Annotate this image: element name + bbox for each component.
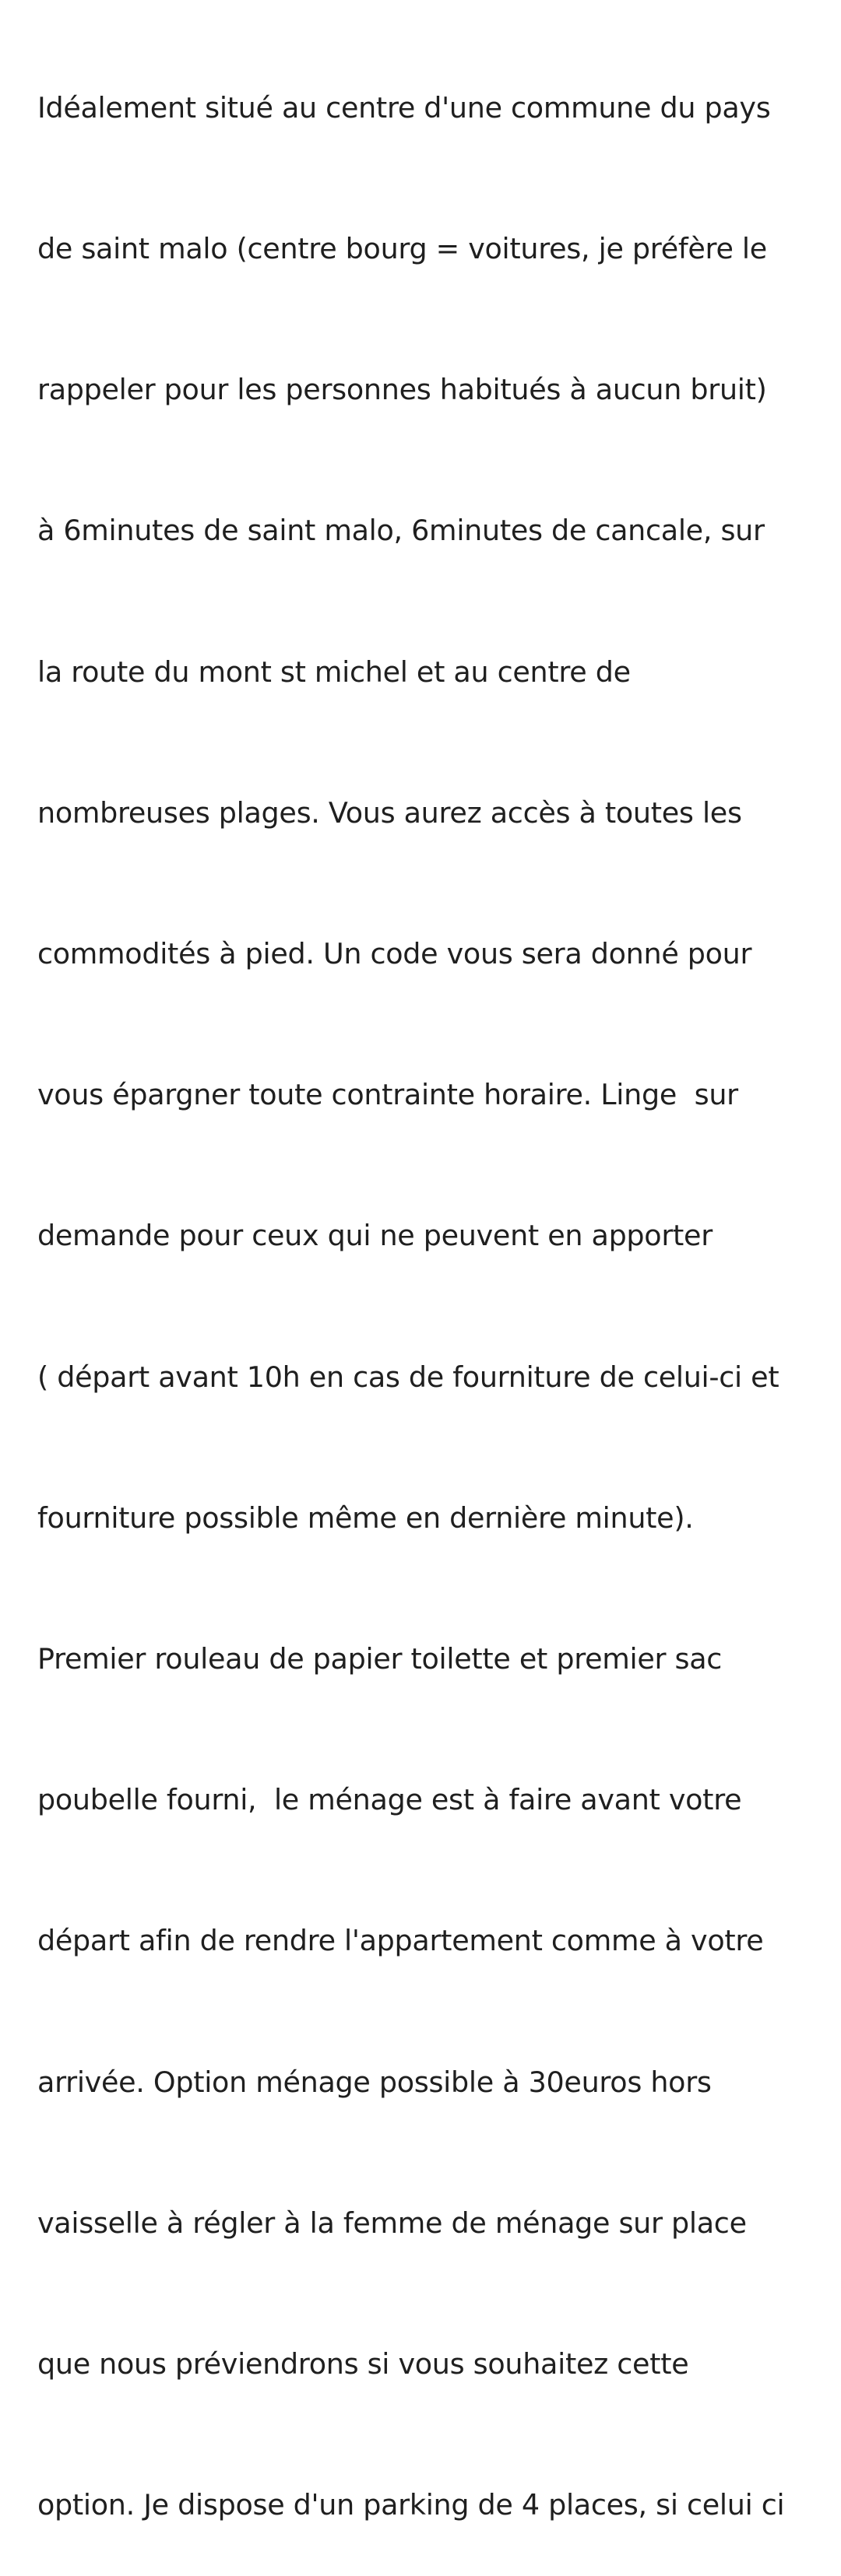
description-line: demande pour ceux qui ne peuvent en apporter bbox=[37, 1219, 713, 1253]
description-line: la route du mont st michel et au centre de bbox=[37, 655, 631, 689]
description-line: vaisselle à régler à la femme de ménage sur place bbox=[37, 2206, 747, 2240]
description-line: arrivée. Option ménage possible à 30euros hors bbox=[37, 2065, 712, 2099]
description-line: que nous préviendrons si vous souhaitez cette bbox=[37, 2347, 689, 2381]
description-line: à 6minutes de saint malo, 6minutes de cancale, sur bbox=[37, 514, 765, 548]
description-line: option. Je dispose d'un parking de 4 places, si celui ci bbox=[37, 2488, 785, 2522]
description-line: Premier rouleau de papier toilette et premier sac bbox=[37, 1642, 723, 1676]
description-line: nombreuses plages. Vous aurez accès à toutes les bbox=[37, 795, 742, 830]
description-line: de saint malo (centre bourg = voitures, je préfère le bbox=[37, 232, 767, 266]
description-line: rappeler pour les personnes habitués à aucun bruit) bbox=[37, 373, 767, 407]
description-line: poubelle fourni, le ménage est à faire avant votre bbox=[37, 1783, 742, 1817]
description-line: ( départ avant 10h en cas de fourniture de celui-ci et bbox=[37, 1360, 779, 1394]
description-line: commodités à pied. Un code vous sera donné pour bbox=[37, 937, 752, 971]
description-line: Idéalement situé au centre d'une commune du pays bbox=[37, 90, 771, 125]
description-line: départ afin de rendre l'appartement comme à votre bbox=[37, 1924, 764, 1958]
description-line: fourniture possible même en dernière minute). bbox=[37, 1500, 694, 1535]
description-line: vous épargner toute contrainte horaire. Linge sur bbox=[37, 1078, 738, 1112]
listing-description bbox=[37, 0, 824, 2576]
